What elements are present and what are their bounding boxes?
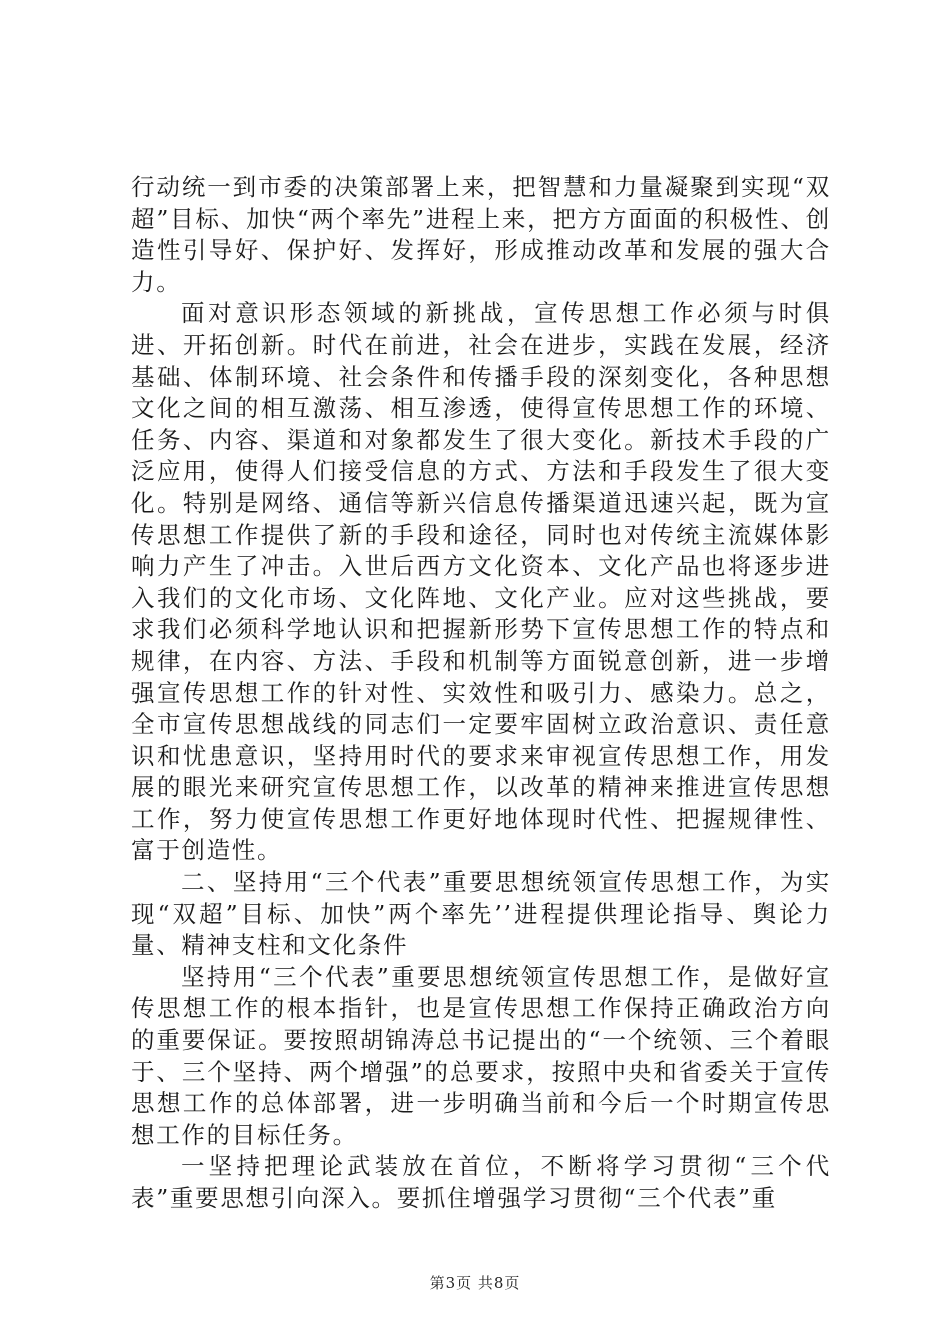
paragraph-guiding-principle: 坚持用“三个代表”重要思想统领宣传思想工作，是做好宣传思想工作的根本指针，也是宣传思想工作保持正确政治方向的重要保证。要按照胡锦涛总书记提出的“一个统领、三个着眼于、三个坚持、两个增强”的总要求，按照中央和省委关于宣传思想工作的总体部署，进一步明确当前和今后一个时期宣传思想工作的目标任务。 [131, 962, 831, 1149]
section-heading-two: 二、坚持用“三个代表”重要思想统领宣传思想工作，为实现“双超”目标、加快”两个率先’’进程提供理论指导、舆论力量、精神支柱和文化条件 [131, 868, 831, 960]
paragraph-theory-study: 一坚持把理论武装放在首位，不断将学习贯彻“三个代表”重要思想引向深入。要抓住增强学习贯彻“三个代表”重 [131, 1152, 831, 1212]
paragraph-continuation: 行动统一到市委的决策部署上来，把智慧和力量凝聚到实现“双超”目标、加快“两个率先”进程上来，把方方面面的积极性、创造性引导好、保护好、发挥好，形成推动改革和发展的强大合力。 [131, 173, 831, 296]
paragraph-new-challenges: 面对意识形态领域的新挑战，宣传思想工作必须与时俱进、开拓创新。时代在前进，社会在进步，实践在发展，经济基础、体制环境、社会条件和传播手段的深刻变化，各种思想文化之间的相互激荡、相互渗透，使得宣传思想工作的环境、任务、内容、渠道和对象都发生了很大变化。新技术手段的广泛应用，使得人们接受信息的方式、方法和手段发生了很大变化。特别是网络、通信等新兴信息传播渠道迅速兴起，既为宣传思想工作提供了新的手段和途径，同时也对传统主流媒体影响力产生了冲击。入世后西方文化资本、文化产品也将逐步进入我们的文化市场、文化阵地、文化产业。应对这些挑战，要求我们必须科学地认识和把握新形势下宣传思想工作的特点和规律，在内容、方法、手段和机制等方面锐意创新，进一步增强宣传思想工作的针对性、实效性和吸引力、感染力。总之，全市宣传思想战线的同志们一定要牢固树立政治意识、责任意识和忧患意识，坚持用时代的要求来审视宣传思想工作，用发展的眼光来研究宣传思想工作，以改革的精神来推进宣传思想工作，努力使宣传思想工作更好地体现时代性、把握规律性、富于创造性。 [131, 299, 831, 865]
document-body [131, 172, 831, 1215]
page-footer: 第3页 共8页 [429, 1274, 521, 1292]
